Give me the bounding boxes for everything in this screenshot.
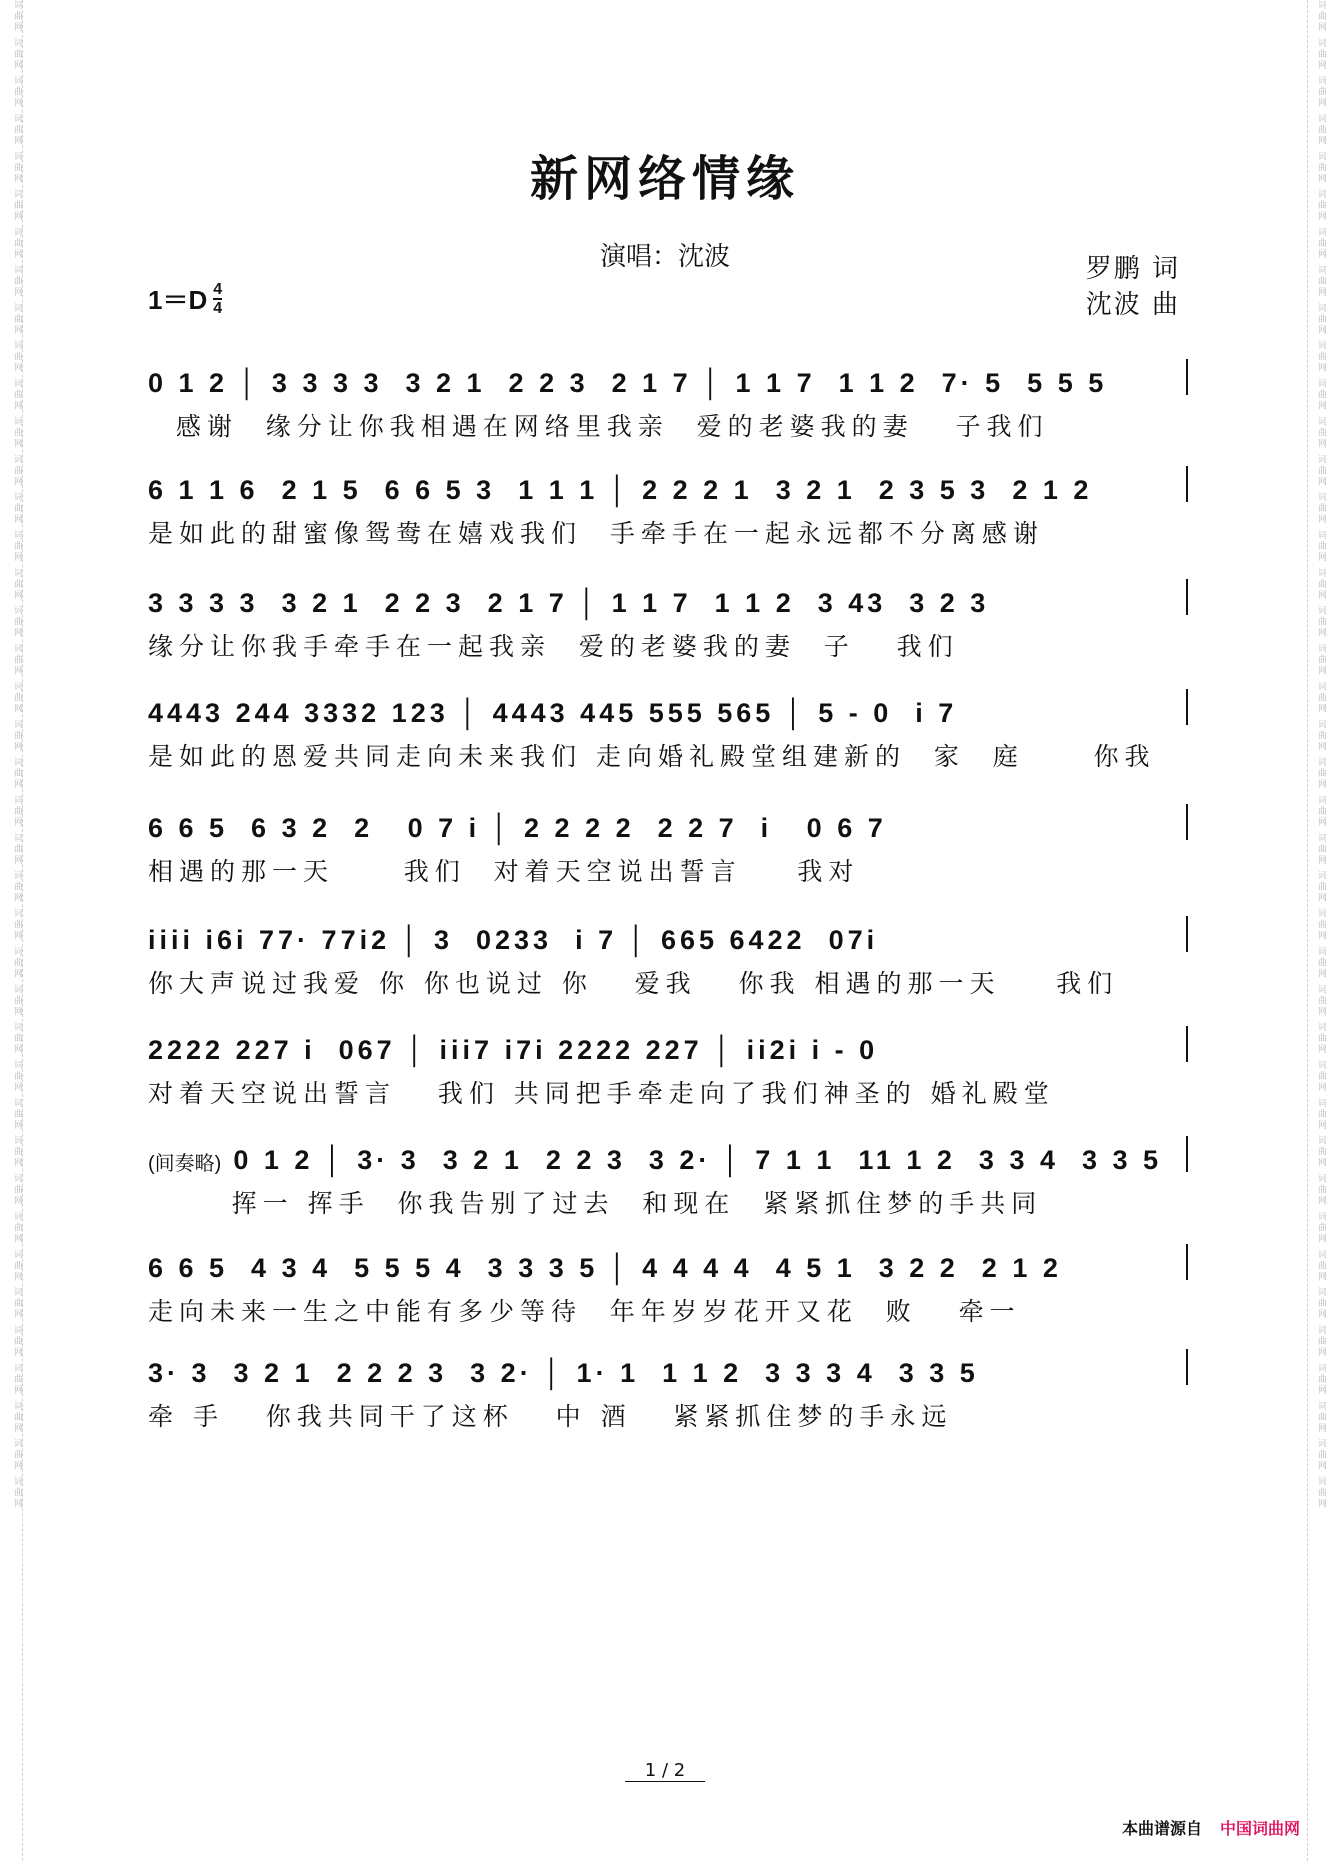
score-system bbox=[148, 912, 1188, 1000]
interlude-marker: (间奏略) bbox=[148, 1153, 222, 1175]
time-signature bbox=[213, 281, 222, 317]
barline bbox=[1186, 1244, 1188, 1280]
lyrics-line: 是如此的恩爱共同走向未来我们 走向婚礼殿堂组建新的 家 庭 你我 bbox=[148, 742, 1156, 771]
page-number: 1 / 2 bbox=[0, 1760, 1330, 1781]
composer-credit: 沈波 曲 bbox=[1085, 290, 1180, 320]
footer-site-link[interactable]: 中国词曲网 bbox=[1219, 1819, 1300, 1838]
lyrics-line: 缘分让你我手牵手在一起我亲 爱的老婆我的妻 子 我们 bbox=[148, 632, 959, 661]
notation-text: 3 3 3 3 3 2 1 2 2 3 2 1 7 │ 1 1 7 1 1 2 3 43 3 2 3 bbox=[148, 588, 990, 618]
barline bbox=[1186, 1136, 1188, 1172]
lyrics-line: 相遇的那一天 我们 对着天空说出誓言 我对 bbox=[148, 857, 860, 886]
lyrics-line: 你大声说过我爱 你 你也说过 你 爱我 你我 相遇的那一天 我们 bbox=[148, 969, 1119, 998]
score-system bbox=[148, 575, 1188, 663]
notation-line bbox=[148, 1345, 1188, 1389]
barline bbox=[1186, 466, 1188, 502]
score-system bbox=[148, 462, 1188, 550]
score-system bbox=[148, 800, 1188, 888]
notation-text: iiii i6i 77· 77i2 │ 3 0233 i 7 │ 665 6422 07i bbox=[148, 925, 879, 955]
notation-text: 6 6 5 4 3 4 5 5 5 4 3 3 3 5 │ 4 4 4 4 4 5 1 3 2 2 2 1 2 bbox=[148, 1253, 1062, 1283]
barline bbox=[1186, 579, 1188, 615]
lyrics-line: 走向未来一生之中能有多少等待 年年岁岁花开又花 败 牵一 bbox=[148, 1297, 1021, 1326]
notation-text: 2222 227 i 067 │ iii7 i7i 2222 227 │ ii2i i - 0 bbox=[148, 1035, 879, 1065]
notation-text: 4443 244 3332 123 │ 4443 445 555 565 │ 5 - 0 i 7 bbox=[148, 698, 958, 728]
time-signature-bottom: 4 bbox=[213, 299, 223, 317]
notation-line bbox=[148, 1022, 1188, 1066]
lyrics-line: 是如此的甜蜜像鸳鸯在嬉戏我们 手牵手在一起永远都不分离感谢 bbox=[148, 519, 1044, 548]
notation-line bbox=[148, 462, 1188, 506]
barline bbox=[1186, 689, 1188, 725]
score-system bbox=[148, 1022, 1188, 1110]
score-system bbox=[148, 1240, 1188, 1328]
singer-credit: 演唱：沈波 bbox=[599, 242, 730, 272]
barline bbox=[1186, 1349, 1188, 1385]
score-system bbox=[148, 355, 1188, 443]
lyrics-line: 牵 手 你我共同干了这杯 中 酒 紧紧抓住梦的手永远 bbox=[148, 1402, 953, 1431]
song-title: 新网络情缘 bbox=[529, 151, 800, 207]
score-system bbox=[148, 1345, 1188, 1433]
barline bbox=[1186, 1026, 1188, 1062]
notation-line bbox=[148, 912, 1188, 956]
notation-line bbox=[148, 575, 1188, 619]
notation-text: 0 1 2 │ 3· 3 3 2 1 2 2 3 3 2· │ 7 1 1 11 1 2 3 3 4 3 3 5 bbox=[233, 1145, 1163, 1175]
notation-text: 6 6 5 6 3 2 2 0 7 i │ 2 2 2 2 2 2 7 i 0 6 7 bbox=[148, 813, 887, 843]
notation-line bbox=[148, 1132, 1188, 1176]
notation-text: 3· 3 3 2 1 2 2 2 3 3 2· │ 1· 1 1 1 2 3 3 3 4 3 3 5 bbox=[148, 1358, 979, 1388]
footer bbox=[1122, 1816, 1300, 1839]
notation-text: 0 1 2 │ 3 3 3 3 3 2 1 2 2 3 2 1 7 │ 1 1 7 1 1 2 7· 5 5 5 5 bbox=[148, 368, 1108, 398]
time-signature-top: 4 bbox=[213, 280, 223, 298]
lyrics-line: 挥一 挥手 你我告别了过去 和现在 紧紧抓住梦的手共同 bbox=[148, 1189, 1043, 1218]
notation-line bbox=[148, 1240, 1188, 1284]
lyricist-credit: 罗鹏 词 bbox=[1085, 254, 1180, 284]
score-system bbox=[148, 685, 1188, 773]
notation-line bbox=[148, 355, 1188, 399]
barline bbox=[1186, 359, 1188, 395]
left-watermark-strip: 词曲网 词曲网 词曲网 词曲网 词曲网 词曲网 词曲网 词曲网 词曲网 词曲网 词曲网 词曲网 词曲网 词曲网 词曲网 词曲网 词曲网 词曲网 词曲网 词曲网 词曲网 词曲网 词曲网 词曲网 词曲网 词曲网 词曲网 词曲网 词曲网 词曲网 词曲网 词曲网 词曲网 词曲网 词曲网 词曲网 词曲网 词曲网 词曲网 词曲网 bbox=[4, 0, 23, 1861]
lyrics-line: 对着天空说出誓言 我们 共同把手牵走向了我们神圣的 婚礼殿堂 bbox=[148, 1079, 1055, 1108]
notation-text: 6 1 1 6 2 1 5 6 6 5 3 1 1 1 │ 2 2 2 1 3 2 1 2 3 5 3 2 1 2 bbox=[148, 475, 1093, 505]
key-signature bbox=[148, 280, 222, 317]
notation-line bbox=[148, 685, 1188, 729]
lyrics-line: 感谢 缘分让你我相遇在网络里我亲 爱的老婆我的妻 子我们 bbox=[148, 412, 1049, 441]
right-watermark-strip: 词曲网 词曲网 词曲网 词曲网 词曲网 词曲网 词曲网 词曲网 词曲网 词曲网 词曲网 词曲网 词曲网 词曲网 词曲网 词曲网 词曲网 词曲网 词曲网 词曲网 词曲网 词曲网 词曲网 词曲网 词曲网 词曲网 词曲网 词曲网 词曲网 词曲网 词曲网 词曲网 词曲网 词曲网 词曲网 词曲网 词曲网 词曲网 词曲网 词曲网 bbox=[1307, 0, 1326, 1861]
notation-line bbox=[148, 800, 1188, 844]
barline bbox=[1186, 916, 1188, 952]
footer-source: 本曲谱源自 bbox=[1121, 1819, 1202, 1838]
barline bbox=[1186, 804, 1188, 840]
score-system bbox=[148, 1132, 1188, 1220]
key-label: 1＝D bbox=[148, 285, 208, 315]
